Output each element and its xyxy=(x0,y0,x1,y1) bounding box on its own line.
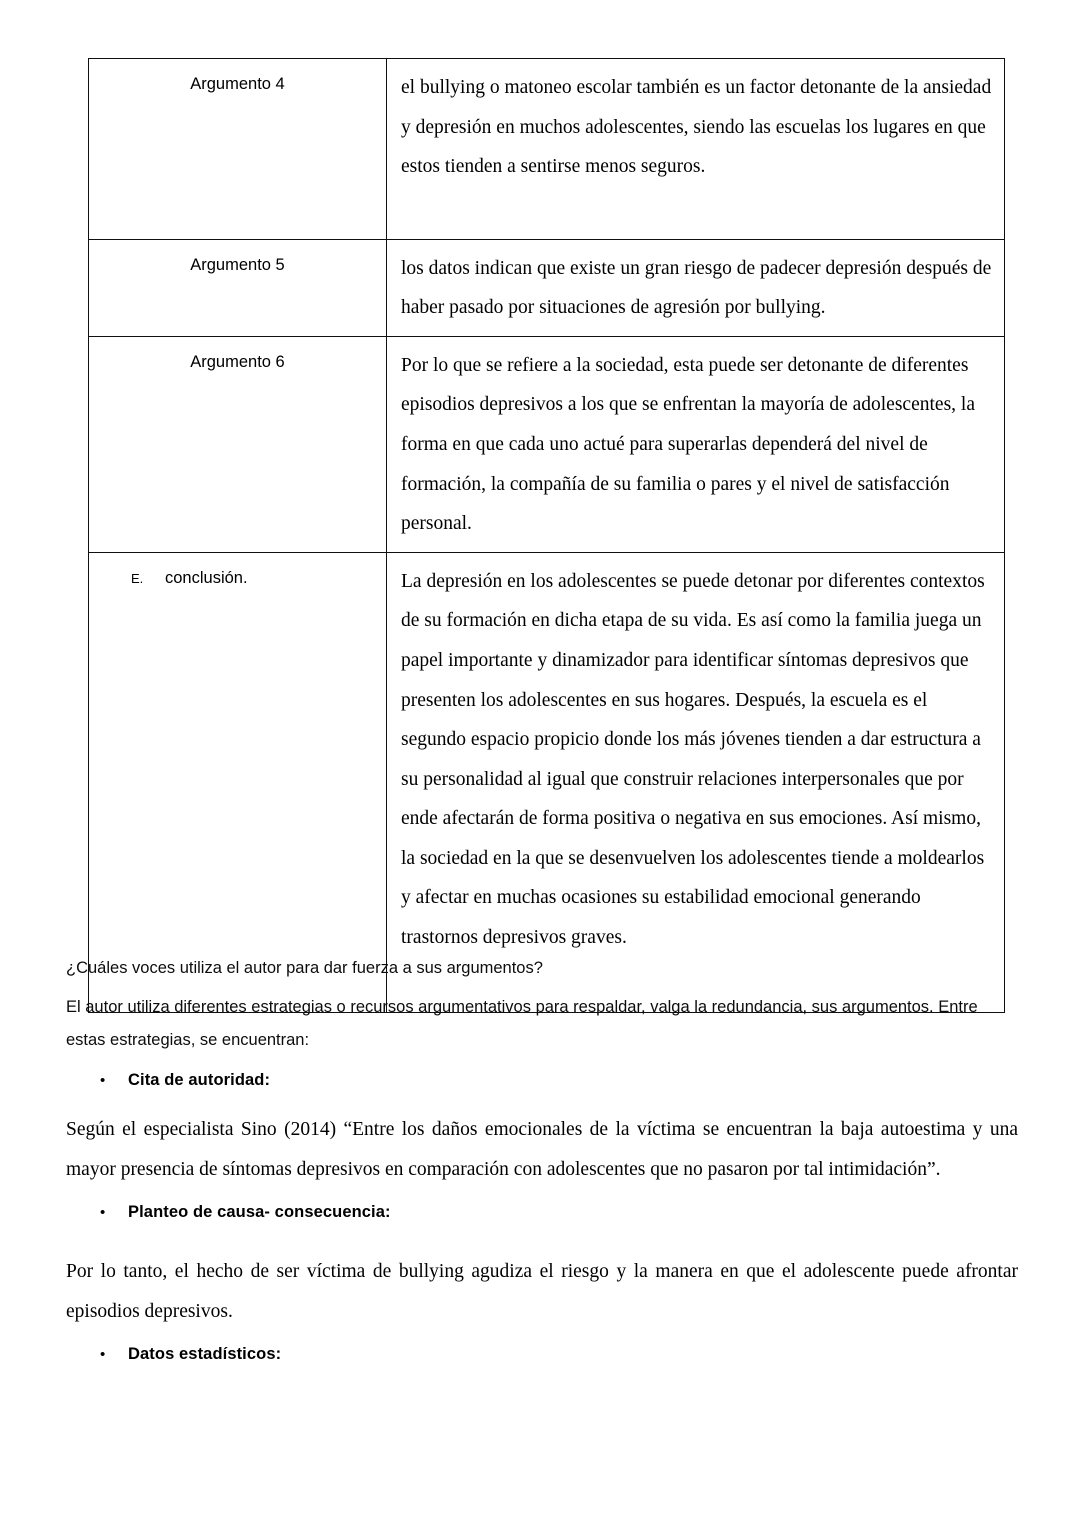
bullet-icon: • xyxy=(100,1346,106,1364)
table-row xyxy=(89,59,1005,240)
table-cell-label xyxy=(89,336,387,552)
argument-label: Argumento 5 xyxy=(190,255,285,274)
bullet-label: Cita de autoridad: xyxy=(128,1071,271,1089)
argument-text: los datos indican que existe un gran riesgo de padecer depresión después de haber pasado por situaciones de agresión por bullying. xyxy=(401,257,992,319)
question-line: ¿Cuáles voces utiliza el autor para dar fuerza a sus argumentos? xyxy=(66,959,543,977)
argument-text: el bullying o matoneo escolar también es un factor detonante de la ansiedad y depresión en muchos adolescentes, siendo las escuelas los lugares en que estos tienden a sentirse menos seguros. xyxy=(401,77,992,178)
argument-label: Argumento 6 xyxy=(190,352,285,371)
table-cell-body xyxy=(387,59,1005,240)
argument-label: Argumento 4 xyxy=(190,75,285,93)
arguments-table xyxy=(88,58,1005,1013)
table-row xyxy=(89,239,1005,336)
table-cell-body xyxy=(387,336,1005,552)
table-cell-label xyxy=(89,59,387,240)
bullet-item-cita xyxy=(66,1071,1018,1090)
bullet-icon: • xyxy=(100,1072,106,1089)
table-cell-body xyxy=(387,239,1005,336)
bullet-item-datos xyxy=(66,1345,1018,1364)
bullet-label: Datos estadísticos: xyxy=(128,1345,282,1364)
list-marker: E. xyxy=(131,570,144,586)
quote-paragraph: Según el especialista Sino (2014) “Entre los daños emocionales de la víctima se encuentran la baja autoestima y una mayor presencia de síntomas depresivos en comparación con adolescentes que no pasaron por tal intimidación”. xyxy=(66,1119,1018,1180)
spacer xyxy=(66,1098,1018,1110)
argument-text: Por lo que se refiere a la sociedad, esta puede ser detonante de diferentes episodios depresivos a los que se enfrentan la mayoría de adolescentes, la forma en que cada uno actué para superarlas dependerá del nivel de formación, la compañía de su familia o pares y el nivel de satisfacción personal. xyxy=(401,354,975,535)
conclusion-label-wrapper xyxy=(89,553,386,599)
bullet-item-causa xyxy=(66,1203,1018,1222)
body-section xyxy=(66,952,1018,1372)
table-row xyxy=(89,336,1005,552)
cause-paragraph: Por lo tanto, el hecho de ser víctima de bullying agudiza el riesgo y la manera en que el adolescente puede afrontar episodios depresivos. xyxy=(66,1261,1018,1322)
spacer xyxy=(66,1230,1018,1252)
table-cell-label xyxy=(89,239,387,336)
table-row xyxy=(89,552,1005,1012)
table-cell-label xyxy=(89,552,387,1012)
bullet-icon: • xyxy=(100,1204,106,1222)
conclusion-text: La depresión en los adolescentes se puede detonar por diferentes contextos de su formación en dicha etapa de su vida. Es así como la familia juega un papel importante y dinamizador para identificar síntomas depresivos que presenten los adolescentes en sus hogares. Después, la escuela es el segundo espacio propicio donde los más jóvenes tienden a dar estructura a su personalidad al igual que construir relaciones interpersonales que por ende afectarán de forma positiva o negativa en sus emociones. Así mismo, la sociedad en la que se desenvuelven los adolescentes tiende a moldearlos y afectar en muchas ocasiones su estabilidad emocional generando trastornos depresivos graves. xyxy=(401,570,985,948)
conclusion-label: conclusión. xyxy=(165,568,248,587)
intro-paragraph: El autor utiliza diferentes estrategias o recursos argumentativos para respaldar, valga la redundancia, sus argumentos. Entre estas estrategias, se encuentran: xyxy=(66,998,978,1049)
table-cell-body xyxy=(387,552,1005,1012)
bullet-label: Planteo de causa- consecuencia: xyxy=(128,1203,391,1222)
